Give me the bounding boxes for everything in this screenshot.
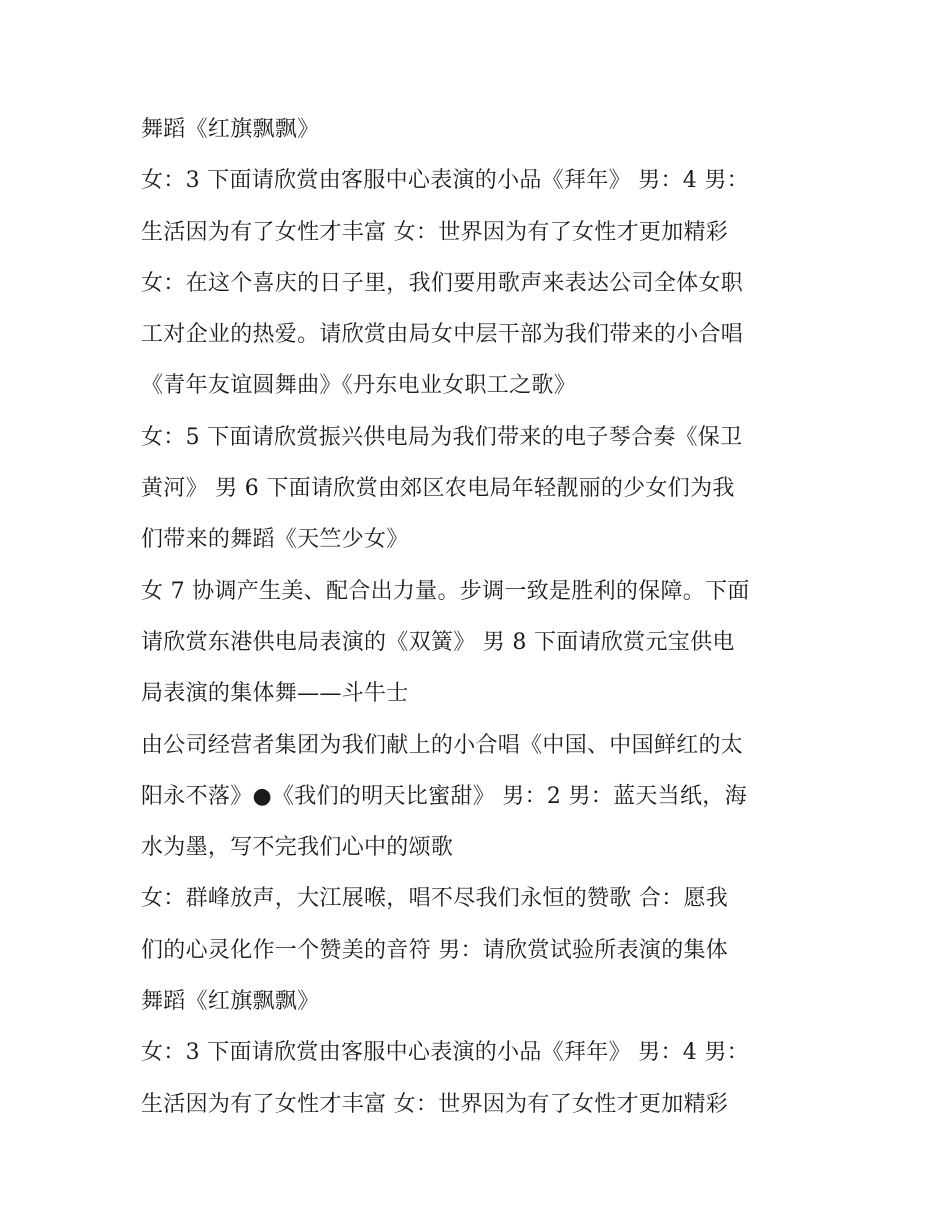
text-line-17: 们的心灵化作一个赞美的音符 男：请欣赏试验所表演的集体 xyxy=(141,937,729,963)
text-line-11: 请欣赏东港供电局表演的《双簧》 男 8 下面请欣赏元宝供电 xyxy=(141,629,735,655)
text-line-1: 舞蹈《红旗飘飘》 xyxy=(141,117,320,142)
text-line-2: 女：3 下面请欣赏由客服中心表演的小品《拜年》 男：4 男： xyxy=(141,168,749,194)
text-line-16: 女：群峰放声，大江展喉，唱不尽我们永恒的赞歌 合：愿我 xyxy=(141,886,729,912)
document-body xyxy=(141,104,821,1130)
text-line-13: 由公司经营者集团为我们献上的小合唱《中国、中国鲜红的太 xyxy=(141,732,744,758)
text-line-3: 生活因为有了女性才丰富 女：世界因为有了女性才更加精彩 xyxy=(141,219,729,245)
text-line-12: 局表演的集体舞——斗牛士 xyxy=(141,681,409,707)
text-line-14: 阳永不落》●《我们的明天比蜜甜》 男：2 男：蓝天当纸，海 xyxy=(141,783,747,809)
text-line-5: 工对企业的热爱。请欣赏由局女中层干部为我们带来的小合唱 xyxy=(141,322,744,348)
text-line-8: 黄河》 男 6 下面请欣赏由郊区农电局年轻靓丽的少女们为我 xyxy=(141,476,735,502)
text-line-9: 们带来的舞蹈《天竺少女》 xyxy=(141,527,409,553)
text-line-10: 女 7 协调产生美、配合出力量。步调一致是胜利的保障。下面 xyxy=(141,578,750,604)
text-line-7: 女：5 下面请欣赏振兴供电局为我们带来的电子琴合奏《保卫 xyxy=(141,424,743,450)
text-line-4: 女：在这个喜庆的日子里，我们要用歌声来表达公司全体女职 xyxy=(141,270,744,296)
text-line-15: 水为墨，写不完我们心中的颂歌 xyxy=(141,835,454,861)
text-line-20: 生活因为有了女性才丰富 女：世界因为有了女性才更加精彩 xyxy=(141,1091,729,1117)
text-line-6: 《青年友谊圆舞曲》《丹东电业女职工之歌》 xyxy=(141,373,577,399)
text-line-18: 舞蹈《红旗飘飘》 xyxy=(141,989,320,1015)
text-line-19: 女：3 下面请欣赏由客服中心表演的小品《拜年》 男：4 男： xyxy=(141,1040,749,1066)
